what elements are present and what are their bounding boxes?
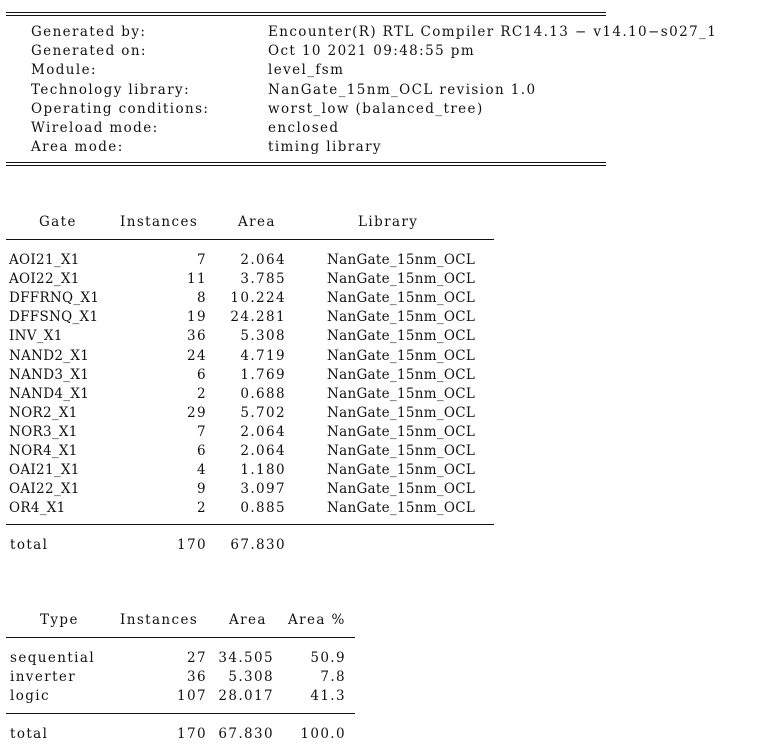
header-bottom-rule-1: [6, 162, 606, 163]
type-cell-area-pct: 41.3: [310, 688, 346, 704]
type-cell-name: sequential: [10, 650, 96, 666]
gate-total-area: 67.830: [230, 537, 286, 553]
type-col-header: Area %: [288, 612, 346, 628]
gate-cell-name: NAND4_X1: [9, 386, 90, 402]
type-cell-area: 28.017: [218, 688, 274, 704]
gate-cell-name: OAI22_X1: [9, 481, 80, 497]
type-cell-area-pct: 50.9: [310, 650, 346, 666]
gate-cell-library: NanGate_15nm_OCL: [327, 290, 476, 306]
gate-col-header: Instances: [120, 214, 199, 230]
type-cell-instances: 107: [177, 688, 207, 704]
header-top-rule-1: [6, 12, 606, 13]
header-value: Oct 10 2021 09:48:55 pm: [268, 43, 476, 59]
gate-cell-instances: 24: [187, 348, 207, 364]
header-label: Area mode:: [31, 139, 124, 155]
gate-table-header-rule: [6, 239, 494, 240]
gate-cell-name: NOR4_X1: [9, 443, 78, 459]
gate-table-footer-rule: [6, 524, 494, 525]
gate-cell-name: AOI22_X1: [9, 271, 80, 287]
header-value: worst_low (balanced_tree): [268, 101, 484, 117]
type-total-label: total: [10, 726, 49, 742]
header-label: Technology library:: [31, 82, 191, 98]
header-label: Wireload mode:: [31, 120, 159, 136]
gate-cell-library: NanGate_15nm_OCL: [327, 367, 476, 383]
gate-cell-instances: 19: [187, 309, 207, 325]
gate-cell-name: NOR2_X1: [9, 405, 78, 421]
gate-cell-instances: 36: [187, 328, 207, 344]
header-label: Module:: [31, 62, 97, 78]
gate-cell-library: NanGate_15nm_OCL: [327, 424, 476, 440]
header-value: timing library: [268, 139, 382, 155]
gate-cell-area: 0.688: [240, 386, 286, 402]
gate-cell-library: NanGate_15nm_OCL: [327, 481, 476, 497]
type-cell-instances: 27: [187, 650, 207, 666]
gate-cell-name: DFFSNQ_X1: [9, 309, 99, 325]
gate-total-instances: 170: [177, 537, 207, 553]
gate-cell-name: NAND2_X1: [9, 348, 90, 364]
gate-cell-instances: 6: [197, 443, 207, 459]
type-total-area-pct: 100.0: [300, 726, 346, 742]
gate-cell-instances: 11: [187, 271, 207, 287]
type-col-header: Type: [40, 612, 79, 628]
gate-total-label: total: [10, 537, 49, 553]
header-label: Generated by:: [31, 24, 147, 40]
gate-cell-name: NOR3_X1: [9, 424, 78, 440]
gate-cell-library: NanGate_15nm_OCL: [327, 252, 476, 268]
gate-cell-name: OR4_X1: [9, 500, 66, 516]
gate-cell-instances: 9: [197, 481, 207, 497]
header-label: Operating conditions:: [31, 101, 210, 117]
gate-cell-instances: 7: [197, 252, 207, 268]
gate-cell-area: 1.769: [240, 367, 286, 383]
gate-cell-name: INV_X1: [9, 328, 63, 344]
gate-cell-instances: 4: [197, 462, 207, 478]
header-value: NanGate_15nm_OCL revision 1.0: [268, 82, 537, 98]
type-cell-name: inverter: [10, 669, 77, 685]
gate-cell-area: 2.064: [240, 424, 286, 440]
gate-cell-instances: 2: [197, 386, 207, 402]
gate-cell-area: 24.281: [230, 309, 286, 325]
gate-cell-library: NanGate_15nm_OCL: [327, 328, 476, 344]
gate-cell-library: NanGate_15nm_OCL: [327, 500, 476, 516]
gate-cell-area: 5.308: [240, 328, 286, 344]
header-label: Generated on:: [31, 43, 147, 59]
header-value: level_fsm: [268, 62, 345, 78]
header-value: enclosed: [268, 120, 340, 136]
type-cell-area: 34.505: [218, 650, 274, 666]
gate-cell-area: 3.785: [240, 271, 286, 287]
type-cell-instances: 36: [187, 669, 207, 685]
gate-cell-name: AOI21_X1: [9, 252, 80, 268]
type-cell-area-pct: 7.8: [320, 669, 346, 685]
type-total-area: 67.830: [218, 726, 274, 742]
header-value: Encounter(R) RTL Compiler RC14.13 − v14.10−s027_1: [268, 24, 718, 40]
type-col-header: Area: [229, 612, 267, 628]
gate-cell-library: NanGate_15nm_OCL: [327, 386, 476, 402]
type-total-instances: 170: [177, 726, 207, 742]
header-top-rule-2: [6, 15, 606, 16]
gate-cell-area: 2.064: [240, 252, 286, 268]
gate-cell-name: DFFRNQ_X1: [9, 290, 100, 306]
gate-cell-library: NanGate_15nm_OCL: [327, 348, 476, 364]
gate-cell-area: 3.097: [240, 481, 286, 497]
gate-cell-instances: 8: [197, 290, 207, 306]
gate-col-header: Library: [358, 214, 419, 230]
gate-cell-area: 5.702: [240, 405, 286, 421]
gate-cell-area: 1.180: [240, 462, 286, 478]
type-table-footer-rule: [6, 713, 355, 714]
gate-cell-library: NanGate_15nm_OCL: [327, 462, 476, 478]
type-cell-area: 5.308: [228, 669, 274, 685]
type-table-header-rule: [6, 637, 355, 638]
gate-cell-area: 10.224: [230, 290, 286, 306]
header-bottom-rule-2: [6, 165, 606, 166]
gate-cell-library: NanGate_15nm_OCL: [327, 405, 476, 421]
gate-cell-instances: 2: [197, 500, 207, 516]
gate-cell-name: OAI21_X1: [9, 462, 80, 478]
gate-cell-instances: 6: [197, 367, 207, 383]
gate-cell-instances: 7: [197, 424, 207, 440]
gate-cell-instances: 29: [187, 405, 207, 421]
gate-cell-library: NanGate_15nm_OCL: [327, 271, 476, 287]
gate-cell-area: 2.064: [240, 443, 286, 459]
gate-cell-area: 0.885: [240, 500, 286, 516]
type-col-header: Instances: [120, 612, 199, 628]
gate-cell-library: NanGate_15nm_OCL: [327, 443, 476, 459]
gate-col-header: Gate: [39, 214, 77, 230]
gate-cell-name: NAND3_X1: [9, 367, 90, 383]
type-cell-name: logic: [10, 688, 50, 704]
gate-cell-library: NanGate_15nm_OCL: [327, 309, 476, 325]
gate-col-header: Area: [238, 214, 276, 230]
gate-cell-area: 4.719: [240, 348, 286, 364]
